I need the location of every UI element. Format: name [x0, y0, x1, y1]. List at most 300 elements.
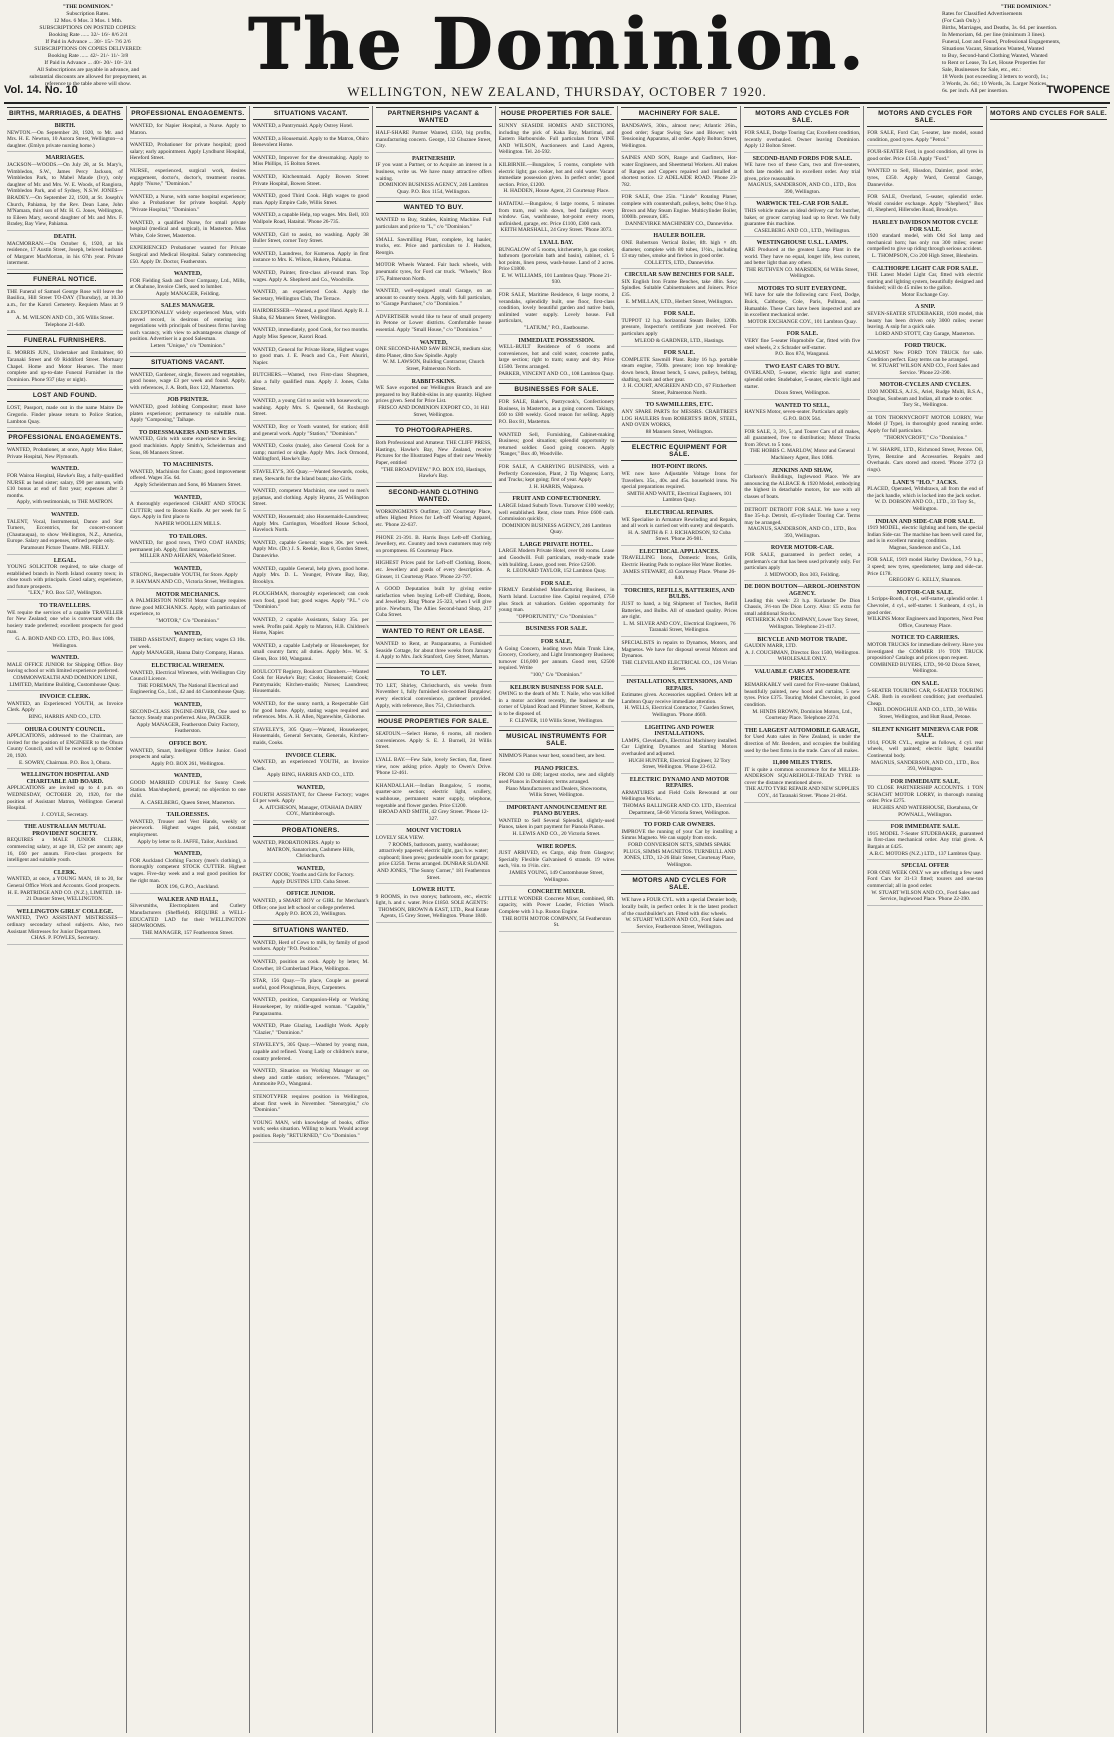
- ad-body: FOUR-SEATER Ford, in good condition, all tyres in good order. Price £150. Apply "Ford.": [867, 149, 984, 162]
- ad-body: EXPERIENCED Probationer wanted for Private Surgical and Medical Hospital. Salary commencing £50. Apply Dr. Doctor, Featherston.: [129, 245, 246, 265]
- ad-signature: BOX 196, G.P.O., Auckland.: [156, 884, 220, 891]
- classified-ad: [7, 909, 123, 945]
- ad-signature: DOMINION BUSINESS AGENCY, 246 Lambton Quay.: [501, 522, 612, 536]
- advertisement-rate-line: 18 Words (not exceeding 3 letters to word), 1s.;: [942, 74, 1049, 80]
- ad-body: SEVEN-SEATER STUDEBAKER, 1920 model, this beauty has been driven only 3000 miles; owner leaving. A snip for a quick sale.: [867, 311, 984, 331]
- section-heading: SECOND-HAND CLOTHING WANTED.: [376, 486, 492, 506]
- classified-ad: [130, 245, 246, 268]
- ad-signature: M'LEOD & GARDNER, LTD., Hastings.: [634, 337, 725, 344]
- column-4: [373, 106, 496, 1733]
- classified-ad: [867, 824, 983, 860]
- classified-ad: [253, 643, 369, 666]
- classified-ad: [376, 288, 492, 311]
- classified-ad: [7, 870, 123, 906]
- classified-ad: [253, 540, 369, 563]
- ad-heading: FOR SALE.: [540, 580, 573, 587]
- classified-ad: [621, 155, 737, 191]
- classified-ad: [7, 655, 123, 691]
- ad-body: THE Latest Model Light Car, fitted with electric starting and lighting system, beautifully designed and finished; will do 45 miles to the gallon.: [867, 272, 984, 292]
- classified-ad: [621, 679, 737, 722]
- ad-body: WE require the services of a capable TRAVELLER for New Zealand; one who is conversant with the hosiery trade preferred; excellent prospects for good man.: [7, 609, 123, 636]
- ad-body: LYALL BAY.—Few Sale, lovely Section, flat, finest view, now asking price. Apply to Owen's Drive. 'Phone 12-461.: [375, 757, 492, 777]
- ad-body: HATAITAI.—Bungalow, 6 large rooms, 5 minutes from tram, real win down, bed fanlights every window. Gas, washhouse, hot-point every room, unfinished, garage, etc. Price £1100, £300 cash.: [498, 200, 615, 227]
- classified-ad: [130, 271, 246, 300]
- advertisement-rate-line: 6s. per inch. All per insertion.: [942, 88, 1009, 94]
- ad-body: WANTED, at once, a YOUNG MAN, 18 to 20, for General Office Work and Accounts. Good prospects.: [7, 876, 123, 890]
- ad-body: BOULCOTT Registry, Boulcott Chambers.—Wanted Cook for Hawke's Bay; Cooks; Housemaid; Cook; Pantrymaids; Kitchen-maids; Nurses; Laundress; Housemaids.: [252, 668, 369, 695]
- ad-signature: Apply P.O. BOX 23, Wellington.: [275, 911, 347, 918]
- ad-body: STAVELEY'S, 305 Quay.—Wanted, Housekeeper, Housemaids, General Servants, Generals, Kitchen-maids, Cooks.: [252, 726, 369, 746]
- volume-number: Vol. 14. No. 10: [4, 84, 78, 96]
- ad-signature: HUGH HUNTER, Electrical Engineer, 32 Tory Street, Wellington. 'Phone 23-612.: [628, 757, 731, 771]
- ad-heading: MOUNT VICTORIA: [406, 828, 462, 835]
- ad-body: HAIRDRESSER—Wanted, a good Hand. Apply R. J. Shaba, 62 Manners Street, Wellington.: [252, 308, 369, 321]
- ad-heading: RABBIT-SKINS.: [411, 378, 456, 385]
- ad-body: KHANDALLAH.—Indian Bungalow, 5 rooms, quarter-acre section; electric light, scullery, washhouse, permanent water supply, telephone, vegetable and flower garden. Price £1200.: [375, 782, 492, 809]
- classified-ad: [376, 130, 492, 153]
- ad-heading: SECOND-HAND FORDS FOR SALE.: [752, 155, 852, 162]
- classified-ad: [253, 940, 369, 956]
- classified-ad: [130, 397, 246, 426]
- ad-body: WANTED, Trouser and Vest Hands, weekly or piecework. Highest wages paid, constant employment.: [129, 818, 246, 839]
- section-heading: SITUATIONS WANTED.: [253, 924, 369, 937]
- ad-body: WANTED, Electrical Wiremen, with Wellington City Council Licence.: [129, 669, 246, 683]
- ad-heading: 11,000 MILES TYRES.: [772, 760, 833, 767]
- ad-body: 9 ROOMS, in two storeys; bathroom, etc., electric light, h. and c. water. Price £1850. SOLE AGENTS:: [375, 893, 492, 907]
- classified-ad: [376, 379, 492, 422]
- classified-ad: [253, 959, 369, 975]
- ad-heading: WANTED,: [296, 784, 325, 791]
- subscription-rate-line: If Paid in Advance ... 40/- 20/- 10/- 3/4: [44, 60, 132, 66]
- ad-heading: TO FORD CAR OWNERS.: [643, 822, 716, 829]
- ad-body: THIS vehicle makes an ideal delivery car for butcher, baker, or grocer carrying load up to 8cwt. We fully guarantee this machine.: [744, 207, 861, 228]
- ad-body: WANTED, Housemaid; also Housemaids-Laundress; Apply Mrs. Carrington, Woodford House School, Havelock North.: [252, 513, 369, 534]
- ad-body: WANTED, good Jobbing Compositor; must have platen experience; permanency to suitable man. Apply "Composing," Taihape.: [129, 404, 246, 424]
- classified-ad: [7, 694, 123, 723]
- classified-ad: [867, 447, 983, 476]
- ad-body: TO CLOSE PARTNERSHIP ACCOUNTS. 1 TON SCHACHT MOTOR LORRY, in thorough running order. Price £275.: [867, 785, 984, 805]
- ad-heading: TAILORESSES.: [166, 812, 210, 819]
- ad-body: 1915 MODEL 7-Seater STUDEBAKER, guaranteed in first-class mechanical order. Any trial given. A Bargain at £425.: [867, 830, 984, 851]
- ad-body: BUTCHERS.—Wanted, two First-class Shopmen, also a fully qualified man. Apply J. Jones, Cuba Street.: [252, 372, 369, 392]
- classified-ad: [7, 772, 123, 821]
- classified-ad: [253, 469, 369, 485]
- ad-body: SEATOUN.—Select Home, 6 rooms, all modern conveniences. Apply S. E. J. Burnell, 24 Willis Street.: [375, 731, 492, 751]
- price: TWOPENCE: [1046, 84, 1110, 96]
- section-heading: MUSICAL INSTRUMENTS FOR SALE.: [499, 730, 615, 750]
- ad-signature: H. A. SMITH & F. J. RICHARDSON, 92 Cuba Street. 'Phone 26-981.: [628, 529, 731, 543]
- classified-ad: [376, 783, 492, 826]
- classified-ad: [867, 727, 983, 776]
- subscription-rate-line: SUBSCRIPTIONS ON COPIES DELIVERED:: [34, 46, 142, 52]
- column-8: [864, 106, 987, 1733]
- ad-body: SPECIALISTS in repairs to Dynamos, Motors, and Magnetos. We have for disposal several Motors and Dynamos.: [621, 640, 738, 660]
- section-heading: SITUATIONS VACANT.: [130, 356, 246, 369]
- ad-heading: DEATH.: [53, 233, 77, 240]
- ad-body: FOR SALE, Overland, 5-seater, splendid order. Would consider exchange. Apply "Shepherd," Box 41, Shepherd, Hillersden Road, Brooklyn.: [867, 194, 984, 214]
- ad-signature: COMMONWEALTH AND DOMINION LINE, LIMITED, Maritime Building, Customhouse Quay.: [9, 675, 121, 688]
- ad-body: ONE Robertson Vertical Boiler, 8ft. high × 4ft. diameter, complete with 80 tubes, 1½in., including 13 stay tubes, smoke and firebox in good order.: [621, 239, 738, 260]
- ad-signature: "MOTOR," C/o "Dominion.": [156, 618, 220, 625]
- subscription-rate-line: 12 Mos. 6 Mos. 3 Mos. 1 Mth.: [53, 18, 123, 24]
- classified-ad: [499, 766, 615, 802]
- ad-body: HALF-SHARE Partner Wanted, £350, big profits, manufacturing concern. George, 132 Ghuznee Street, City.: [375, 130, 492, 150]
- ad-body: KILBIRNIE.—Bungalow, 5 rooms, complete with electric light; gas cooker, hot and cold water. Vacant immediate possession given. In perfect order; good section. Price, £1200.: [498, 161, 615, 188]
- classified-ad: [744, 468, 860, 504]
- ad-signature: LORD AND STOTT, City Garage, Masterton.: [875, 330, 976, 337]
- subscription-rate-line: substantial discounts are allowed for prepayment, as: [29, 74, 147, 80]
- classified-ad: [867, 779, 983, 822]
- ad-body: J. W. SHARPE, LTD., Richmond Street, Petone. Oil, Tyres, Benzine and Accessories. Repairs and Overhauls. Cars stored and stored. 'Phone 3772 (3 rings).: [867, 447, 984, 473]
- ad-heading: WANTED,: [419, 339, 448, 346]
- ad-signature: PARKER, VINCENT AND CO., 108 Lambton Quay.: [498, 370, 615, 377]
- ad-signature: Apply MANAGER, Feilding.: [155, 290, 220, 297]
- ad-heading: WANTED,: [173, 773, 202, 780]
- ad-body: WANTED, Girl to assist, no washing. Apply 38 Buller Street, corner Tory Street.: [252, 231, 369, 245]
- ad-heading: LIGHTING AND POWER INSTALLATIONS.: [644, 724, 715, 738]
- ad-signature: "LATIUM," P.O., Eastbourne.: [524, 325, 589, 332]
- ad-body: WANTED to Buy, Stables, Knitting Machine. Full particulars and price to "L," c/o "Dominion.": [375, 217, 492, 230]
- ad-body: SUNNY SEASIDE HOMES AND SECTIONS, including the pick of Kaka Bay, Marrimai, and Eastern Harbourside. Full particulars from VINE AND WILSON, Auctioneers and Land Agents, Wellington. Tel. 24-592.: [498, 123, 615, 156]
- classified-ad: [499, 162, 615, 198]
- ad-heading: FOR IMMEDIATE SALE.: [890, 824, 960, 831]
- dateline-bar: [0, 84, 1114, 102]
- ad-heading: ELECTRICAL WIREMEN.: [151, 663, 225, 669]
- classified-ad: [7, 727, 123, 770]
- ad-body: 1914, FOUR CYL., engine as follows, 4 cyl. rear wheels, well painted; electric light; beautiful Continental body.: [867, 739, 984, 759]
- ad-body: ANY SPARE PARTS for MESSRS. CRABTREE'S LOG HAULERS from ROBERTS'S IRON, STEEL, AND OVEN WORKS,: [621, 408, 738, 429]
- ad-heading: ELECTRIC DYNAMO AND MOTOR REPAIRS.: [629, 776, 730, 790]
- ad-body: 1 Scripps-Booth, 4 cyl., self-starter, splendid order. 1 Chevrolet, 4 cyl., self-starter. 1 Sunbeam, 4 cyl., in good order.: [867, 596, 984, 616]
- section-heading: TO LET.: [376, 667, 492, 680]
- classified-ad: [253, 1023, 369, 1039]
- ad-heading: WANTED.: [51, 511, 79, 518]
- ad-body: VERY fine 5-seater Hupmobile Car, fitted with five steel wheels, 2 x Schrader self-starter.: [744, 338, 861, 351]
- ad-heading: CALTHORPE LIGHT CAR FOR SALE.: [872, 265, 979, 272]
- classified-ad: [376, 641, 492, 664]
- classified-ad: [253, 193, 369, 209]
- ad-body: GAUDIN MARR, LTD.: [744, 643, 797, 650]
- classified-ad: [744, 637, 860, 666]
- ad-signature: THE MANAGER, 157 Featherston Street.: [142, 929, 234, 936]
- classified-ad: [376, 828, 492, 884]
- classified-ad: [499, 496, 615, 539]
- ad-body: IF you want a Partner, or to Acquire an interest in a business, write us. We have many attractive offers waiting.: [375, 162, 492, 182]
- ad-signature: WILKINS Motor Engineers and Importers, Next Post Office, Courtenay Place.: [867, 616, 984, 629]
- ad-body: WANTED, Plate Glazing, Leadlight Work. Apply "Glazier," "Dominion.": [252, 1023, 369, 1036]
- classified-ad: [253, 669, 369, 698]
- ad-signature: MOTOR EXCHANGE COY., 101 Lambton Quay.: [747, 318, 857, 325]
- ad-body: MACMORRAN.—On October 6, 1920, at his residence, 17 Austin Street, Joseph, beloved husband of Margaret MacMorran, in his 67th year. Private interment.: [7, 240, 123, 267]
- ad-heading: KELBURN BUSINESS FOR SALE.: [509, 684, 604, 691]
- classified-ad: [621, 350, 737, 399]
- ad-heading: ROVER MOTOR-CAR.: [770, 545, 834, 552]
- classified-ad: [744, 240, 860, 283]
- ad-body: WANTED Sell, Furnishing, Cabinet-making Business; good situation; splendid opportunity to returned soldier. Good going concern. Apply "Ranger," Box 40, Woodville.: [498, 431, 615, 458]
- classified-ad: [7, 350, 123, 386]
- classified-ad: [376, 535, 492, 558]
- classified-ad: [253, 232, 369, 248]
- ad-signature: DANNEVIRKE MACHINERY CO., Dannevirke.: [625, 220, 734, 227]
- ad-signature: NAPIER WOOLLEN MILLS.: [154, 520, 221, 527]
- ad-heading: JENKINS AND SHAW,: [772, 467, 833, 474]
- classified-ad: [253, 727, 369, 750]
- ad-signature: "OPPORTUNITY," C/o "Dominion.": [516, 613, 597, 620]
- ad-body: WORKINGMEN'S Outfitter, 120 Courtenay Place, offers Highest Prices for Left-off Wearing Apparel, etc. 'Phone 22-637.: [375, 508, 492, 528]
- ad-signature: Apply, with testimonials, to THE MATRON.: [16, 499, 114, 506]
- advertisement-rate-line: Funeral, Lost and Found, Professional Engagements,: [942, 39, 1061, 45]
- ad-body: WE have for sale the following cars: Ford, Dodge, Buick, Calthorpe, Cole, Paris, Pullman, and Humanble. These Cars have been inspected and are in excellent mechanical order.: [744, 292, 861, 319]
- ad-heading: TO DRESSMAKERS AND SEWERS.: [138, 429, 237, 436]
- classified-ad: [253, 270, 369, 286]
- ad-body: WANTED, Girls with some experience in Sewing; good machinists. Apply Smith's, Scheiderman and Sons, 86 Manners Street.: [129, 436, 246, 456]
- ad-heading: FOR SALE.: [786, 331, 818, 338]
- subscription-rate-line: reference to the table above will show.: [44, 81, 132, 87]
- classified-ad: [130, 534, 246, 563]
- ad-body: Estimates given. Accessories supplied. Orders left at Lambton Quay receive immediate attention.: [621, 692, 738, 705]
- ad-signature: H. HADDEN, House Agent, 21 Courtenay Place.: [503, 188, 610, 195]
- classified-ad: [253, 566, 369, 589]
- classified-ad: [130, 663, 246, 699]
- classified-ad: [621, 777, 737, 820]
- section-heading: LOST AND FOUND.: [7, 389, 123, 402]
- ad-heading: TORCHES, REFILLS, BATTERIES, AND BULBS.: [624, 587, 735, 601]
- ad-heading: NOTICE TO CARRIERS.: [891, 635, 960, 642]
- classified-ad: [744, 507, 860, 543]
- advertisement-rate-line: In Memoriam, 6d. per line (minimum 3 lines).: [942, 32, 1046, 38]
- masthead-rule: [4, 102, 1110, 104]
- ad-heading: CONCRETE MIXER.: [527, 889, 586, 896]
- ad-body: LARGE Modern Private Hotel, over 60 rooms. Lease and Goodwill. Full particulars, ready-made trade with building. Lease, good rent. Price £2500.: [498, 548, 615, 568]
- ad-signature: W. STUART WILSON AND CO., Ford Sales and Service, Featherston Street, Wellington.: [625, 917, 734, 930]
- ad-body: BANDSAWS, 30in., almost new; Atlantic 26in., good order; Sugar Swing Saw and Blower; with Tensioning Apparatus, all order. Apply Bolton Street, Wellington.: [621, 123, 738, 149]
- classified-ad: [867, 681, 983, 724]
- ad-body: STAVELEY'S, 305 Quay.—Wanted Stewards, cooks, men, Stewards for the Island boats; also Girls.: [252, 468, 369, 482]
- ad-signature: W. M. LAWSON, Building Contractor, Church Street, Palmerston North.: [382, 359, 485, 373]
- ad-body: FOR SALE, guaranteed in perfect order, a gentleman's car that has been used privately only. For particulars apply: [744, 552, 861, 572]
- section-heading: MOTORS AND CYCLES FOR SALE.: [744, 107, 860, 127]
- classified-ad: [867, 557, 983, 586]
- classified-ad: [621, 725, 737, 774]
- classified-ad: [253, 123, 369, 133]
- ad-heading: WESTINGHOUSE U.S.L. LAMPS.: [756, 240, 848, 247]
- classified-ad: [867, 590, 983, 633]
- classified-ad: [744, 201, 860, 237]
- classified-ad: [253, 372, 369, 395]
- ad-signature: DOMINION BUSINESS AGENCY, 246 Lambton Quay. P.O. Box 1154, Wellington.: [379, 182, 489, 195]
- classified-ad: [744, 286, 860, 329]
- section-heading: PROBATIONERS.: [253, 824, 369, 837]
- ad-heading: WARWICK TEL-CAR FOR SALE.: [756, 201, 849, 208]
- ad-signature: J. MIDWOOD, Box 303, Feilding.: [764, 571, 840, 578]
- classified-ad: [253, 1068, 369, 1091]
- ad-body: DETROIT DETROIT FOR SALE. We have a very fine 35-h.p. Detroit, 45-cylinder Touring Car. Terms may be arranged.: [744, 506, 861, 526]
- ad-heading: FOR IMMEDIATE SALE,: [890, 778, 960, 785]
- ad-body: TO LET, Shirley, Christchurch, six weeks from November 1, fully furnished six-roomed Bungalow; every electrical convenience, gardener provided. Apply, with reference, Box 751, Christchurch.: [375, 682, 492, 709]
- ad-heading: CIRCULAR SAW BENCHES FOR SALE.: [624, 272, 735, 279]
- ad-heading: INSTALLATIONS, EXTENSIONS, AND REPAIRS.: [626, 678, 733, 692]
- ad-signature: W. STUART WILSON AND CO., Ford Sales and Service, Inglewood Place. 'Phone 22-390.: [871, 889, 980, 903]
- ad-signature: Magnus, Sanderson and Co., Ltd.: [889, 544, 962, 551]
- section-heading: HOUSE PROPERTIES FOR SALE.: [499, 107, 615, 120]
- ad-body: WANTED, for Napier Hospital, a Nurse. Apply to Matron.: [129, 123, 246, 136]
- ad-signature: Dixon Street, Wellington.: [774, 390, 830, 397]
- ad-body: WE Save exported our Wellington Branch and are prepared to buy Rabbit-skins in any quantity. Highest prices given. Send for Price List.: [375, 385, 492, 405]
- ad-signature: "100," C/o "Dominion.": [530, 671, 583, 678]
- ad-body: ALMOST New FORD TON TRUCK for sale. Condition perfect. Easy terms can be arranged.: [867, 350, 984, 363]
- ad-signature: PETHERICK AND COMPANY, Lower Tory Street, Wellington. Telephone 21-417.: [745, 617, 859, 630]
- ad-signature: P. HAYMAN AND CO., Victoria Street, Wellington.: [131, 579, 245, 586]
- ad-signature: W. STUART WILSON AND CO., Ford Sales and Service. 'Phone 22-390.: [871, 363, 980, 376]
- classified-ad: [867, 194, 983, 217]
- ad-body: WANTED, a SMART BOY or GIRL for Merchant's Office; one just left school or college preferred.: [252, 898, 369, 911]
- advertisement-rate-line: to Rent or Lease, To Let, House Properties for: [942, 60, 1046, 66]
- classified-ad: [499, 685, 615, 728]
- classified-ad: [130, 303, 246, 352]
- ad-body: WANTED, Situation on Working Manager or on sheep and cattle station; references. "Manager," Ammonite P.O., Wanganui.: [252, 1068, 369, 1088]
- ad-body: HIGHEST Prices paid for Left-off Clothing, Boots, etc. Jewellery and goods of every description. A. Ginsser, 11 Courtenay Place. 'Phone 22-797.: [375, 560, 492, 580]
- classified-ad: [867, 168, 983, 191]
- classified-ad: [867, 519, 983, 555]
- ad-signature: F. CLEWER, 110 Willis Street, Wellington.: [509, 717, 604, 724]
- classified-ad: [867, 343, 983, 379]
- ad-heading: MOTOR MECHANICS.: [156, 591, 220, 598]
- section-heading: FUNERAL NOTICE.: [7, 273, 123, 286]
- ad-body: SAINES AND SON, Range and Gasfitters, Hot-water Engineers, and Sheetmetal Workers. All makes of Ranges and Coppers repaired and installed at shortest notice. 12 ADELAIDE ROAD. 'Phone 23-782.: [621, 155, 738, 188]
- ad-body: LAMPS, Cleveland's, Electrical Machinery installed. Car Lighting Dynamos and Starting Motors overhauled and adjusted.: [621, 737, 738, 757]
- advertisement-rate-line: "THE DOMINION.": [1000, 4, 1052, 10]
- classified-ad: [253, 398, 369, 421]
- ad-body: LOST, Passport, made out in the name Maitre De Gregorio. Finder please return to Police Station, Lambton Quay.: [7, 405, 123, 425]
- ad-signature: A. CASELBERG, Queen Street, Masterton.: [140, 799, 236, 806]
- ad-signature: G. A. BOND AND CO. LTD., P.O. Box 1006, Wellington.: [15, 636, 115, 649]
- section-heading: MOTORS AND CYCLES FOR SALE.: [990, 107, 1107, 120]
- classified-ad: [253, 1094, 369, 1117]
- classified-ad: [744, 403, 860, 426]
- ad-signature: BROAD AND SMITH, 42 Grey Street. 'Phone 12-327.: [378, 809, 489, 822]
- ad-body: THIRD ASSISTANT, drapery section; wages £3 10s. per week.: [129, 637, 246, 650]
- ad-body: GOOD MARRIED COUPLE for Sunny Creek Station. Man/shepherd, general; no objection to one child.: [129, 779, 246, 800]
- ad-signature: MAGNUS, SANDERSON, AND CO., LTD., Box 393, Wellington.: [748, 526, 857, 539]
- ad-body: 5-SEATER TOURING CAR, 6-SEATER TOURING CAR. Both in excellent condition; just overhauled. Cheap.: [867, 687, 984, 707]
- ad-signature: NEIL DONOGHUE AND CO., LTD., 30 Willis Street, Wellington, and Hutt Road, Petone.: [873, 707, 977, 720]
- ad-heading: ELECTRICAL APPLIANCES.: [639, 548, 720, 555]
- ad-signature: Apply BING, HARRIS AND CO., LTD.: [267, 772, 355, 779]
- classified-ad: [7, 512, 123, 555]
- ad-signature: "THORNYCROFT," C/o "Dominion.": [883, 434, 967, 441]
- classified-ad: [867, 480, 983, 516]
- classified-ad: [253, 327, 369, 343]
- column-3: [250, 106, 373, 1733]
- column-9: [987, 106, 1110, 1733]
- ad-body: Both Professional and Amateur. THE CLIFF PRESS, Hastings, Hawke's Bay, New Zealand, receive Pictures for the Illustrated Pages of their new Weekly Paper, entitled: [375, 440, 492, 466]
- ad-body: WANTED, for good town, TWO COAT HANDS; permanent job. Apply, first instance,: [129, 540, 246, 553]
- ad-body: ARMATURES and Field Coils Rewound at our Wellington Works.: [621, 789, 738, 803]
- advertisement-rate-line: Situations Vacant, Situations Wanted, Wanted: [942, 46, 1044, 52]
- ad-signature: THOMAS BALLINGER AND CO. LTD., Electrical Department, 58-60 Victoria Street, Wellington.: [622, 803, 737, 816]
- ad-body: LITTLE WONDER Concrete Mixer, combined, 8ft. capacity, with Power Loader, Friction Winch. Complete with 3 h.p. Ruston Engine.: [498, 895, 615, 915]
- ad-body: FROM £30 to £80; largest stocks, new and slightly used Pianos in Dominion; terms arranged.: [498, 772, 615, 785]
- ad-body: WANTED, Painter, first-class all-round man. Top wages. Apply A. Shepherd and Co., Woodville.: [252, 269, 369, 283]
- ad-heading: THE AUSTRALIAN MUTUAL PROVIDENT SOCIETY.: [24, 824, 106, 837]
- classified-ad: [621, 640, 737, 676]
- ad-body: ARE Produced at the greatest Lamp Plant in the world. They have no equal, longer life, less current, and better light than any others.: [744, 246, 861, 267]
- classified-ad: [867, 382, 983, 411]
- classified-ad: [253, 424, 369, 440]
- section-heading: FUNERAL FURNISHERS.: [7, 334, 123, 347]
- classified-ad: [7, 824, 123, 867]
- classified-ad: [376, 217, 492, 233]
- ad-heading: WIRE ROPES.: [536, 843, 577, 850]
- classified-ad: [499, 399, 615, 428]
- ad-heading: SILENT KNIGHT MINERVA CAR FOR SALE.: [872, 726, 979, 740]
- classified-ad: [499, 292, 615, 335]
- ad-body: WANTED, a Pantrymaid. Apply Ostrey Hotel.: [252, 123, 354, 129]
- ad-body: A PALMERSTON NORTH Motor Garage requires three good MECHANICS. Apply, with particulars of experience, to: [129, 598, 246, 618]
- ad-signature: E. W. WILLIAMS, 101 Lambton Quay. 'Phone 21-930.: [501, 272, 612, 286]
- ad-body: LOVELY SEA VIEW.: [375, 834, 424, 841]
- ad-body: FOR SALE, A CARRYING BUSINESS, with a Perfectly Concession, Plant, 2 Tip Wagons; Lorry, and Trucks; kept going; first of year. Apply: [498, 463, 615, 484]
- ad-heading: LYALL BAY.: [539, 239, 574, 246]
- ad-signature: MAGNUS, SANDERSON, AND CO., LTD., Box 390, Wellington.: [748, 182, 857, 195]
- classified-ad: [499, 338, 615, 381]
- classified-ad: [253, 212, 369, 228]
- classified-ad: [867, 415, 983, 444]
- ad-body: WANTED, Boy or Youth wanted, for station; drill and general work. Apply "Station," "Dominion.": [252, 424, 369, 437]
- ad-body: FOR SALE, Maritime Residence, 6 large rooms, 2 verandahs, splendidly built, one floor, first-class condition, lovely beautiful garden and native bush, unlimited water supply. Lovely house. Full particulars,: [498, 292, 615, 325]
- classified-ad: [253, 251, 369, 267]
- ad-body: STRONG, Respectable YOUTH, for Store. Apply: [129, 572, 238, 579]
- ad-body: E. MORRIS JUN., Undertaker and Embalmer, 60 Taranaki Street and 69 Riddiford Street. Mortuary Chapel. Home and Motor Hearses. The most complete and up-to-date Funeral Furnisher in the Dominion. Phone 937 (day or night).: [7, 350, 123, 383]
- classified-ad: [376, 314, 492, 337]
- classified-ad: [499, 123, 615, 159]
- ad-heading: TO TRAVELLERS.: [39, 603, 91, 610]
- ad-heading: IMMEDIATE POSSESSION.: [518, 337, 595, 344]
- ad-heading: THE LARGEST AUTOMOBILE GARAGE,: [744, 727, 860, 734]
- ad-signature: THE CLEVELAND ELECTRICAL CO., 126 Vivian Street.: [621, 659, 737, 673]
- column-1: [4, 106, 127, 1733]
- classified-ad: [376, 757, 492, 780]
- subscription-rate-line: "THE DOMINION.": [62, 4, 114, 10]
- ad-heading: FRUIT AND CONFECTIONERY.: [512, 496, 601, 503]
- ad-signature: R. LEONARD TAYLOR, 152 Lambton Quay.: [506, 568, 607, 575]
- ad-body: WANTED, Improver for the dressmaking. Apply to Miss Phillips, 15 Bolton Street.: [252, 154, 369, 168]
- ad-body: for Used Auto sales in New Zealand, is under the direction of Mr. Benders, and occupies the building used by the best firms in the trade. Cars of all makes.: [744, 734, 861, 754]
- ad-body: OVERLAND, 5-seater, electric light and starter; splendid order. Studebaker, 5-seater, electric light and starter.: [744, 370, 861, 390]
- classified-ad: [376, 509, 492, 532]
- classified-columns: [4, 106, 1110, 1733]
- ad-signature: THE FOREMAN, The National Electrical and Engineering Co., Ltd., 42 and 44 Customhouse Quay.: [130, 682, 246, 696]
- classified-ad: [744, 364, 860, 400]
- section-heading: MOTORS AND CYCLES FOR SALE.: [621, 874, 737, 894]
- ad-body: ADVERTISER would like to hear of small property in Petone or Lower districts. Comfortable house essential. Apply "Small House," c/o "Dominion.": [375, 313, 492, 334]
- classified-ad: [7, 603, 123, 652]
- ad-heading: SALES MANAGER.: [160, 303, 215, 310]
- section-heading: TO PHOTOGRAPHERS.: [376, 424, 492, 437]
- section-heading: ELECTRIC EQUIPMENT FOR SALE.: [621, 441, 737, 461]
- ad-signature: MATRON, Sanatorium, Cashmere Hills, Christchurch.: [266, 846, 355, 860]
- classified-ad: [7, 447, 123, 463]
- classified-ad: [499, 542, 615, 578]
- ad-body: WANTED, good Third Cook. High wages to good man. Apply Empire Cafe, Willis Street.: [252, 193, 369, 206]
- ad-signature: Letters "Unique," c/o "Dominion.": [150, 343, 226, 350]
- ad-heading: HOT-POINT IRONS.: [651, 464, 708, 471]
- section-heading: PROFESSIONAL ENGAGEMENTS.: [7, 431, 123, 444]
- classified-ad: [744, 584, 860, 633]
- classified-ad: [499, 889, 615, 932]
- section-heading: PROFESSIONAL ENGAGEMENTS.: [130, 107, 246, 120]
- classified-ad: [253, 891, 369, 920]
